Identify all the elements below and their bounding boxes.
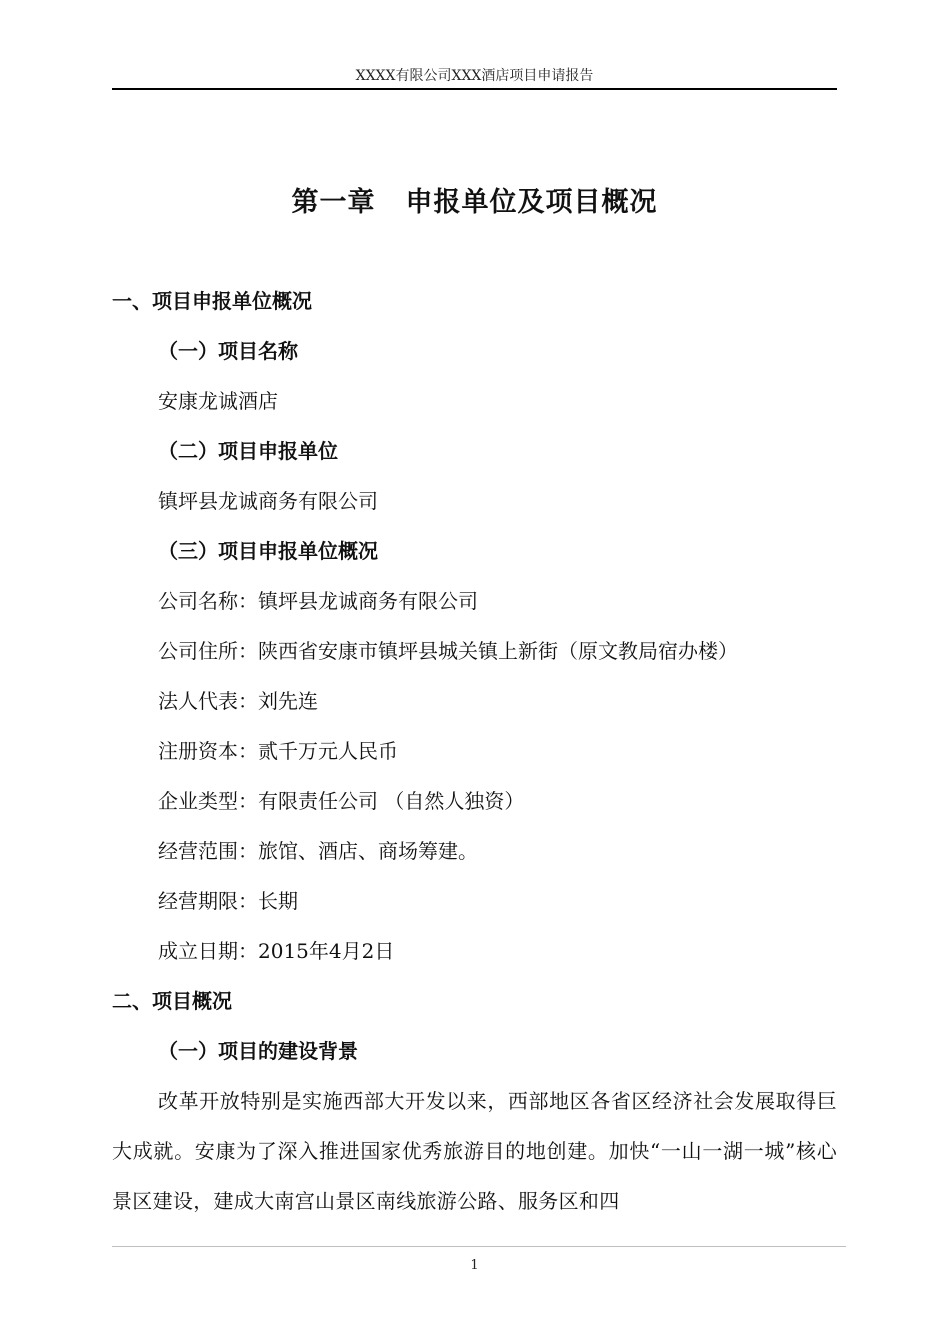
page-number: 1 bbox=[470, 1258, 479, 1273]
subsection-heading: （一）项目的建设背景 bbox=[158, 1039, 358, 1063]
running-header: XXXX有限公司XXX酒店项目申请报告 bbox=[355, 68, 594, 84]
body-text: 安康龙诚酒店 bbox=[158, 389, 278, 413]
subsection-heading: （一）项目名称 bbox=[158, 339, 298, 363]
header-divider bbox=[112, 88, 837, 90]
footer-divider bbox=[112, 1246, 846, 1247]
info-item: 经营期限：长期 bbox=[158, 889, 298, 913]
info-item: 公司名称：镇坪县龙诚商务有限公司 bbox=[158, 589, 478, 613]
info-item: 法人代表：刘先连 bbox=[158, 689, 318, 713]
section-heading: 一、项目申报单位概况 bbox=[112, 289, 312, 313]
subsection-heading: （三）项目申报单位概况 bbox=[158, 539, 378, 563]
info-item: 企业类型：有限责任公司 （自然人独资） bbox=[158, 789, 525, 813]
chapter-name: 申报单位及项目概况 bbox=[405, 187, 658, 218]
info-item: 成立日期：2015年4月2日 bbox=[158, 939, 395, 963]
info-item: 注册资本：贰千万元人民币 bbox=[158, 739, 398, 763]
chapter-number: 第一章 bbox=[291, 187, 376, 218]
body-text: 镇坪县龙诚商务有限公司 bbox=[158, 489, 378, 513]
section-heading: 二、项目概况 bbox=[112, 989, 232, 1013]
info-item: 经营范围：旅馆、酒店、商场筹建。 bbox=[158, 839, 478, 863]
chapter-title bbox=[112, 180, 837, 219]
document-body bbox=[112, 276, 837, 1226]
info-item: 公司住所：陕西省安康市镇坪县城关镇上新街（原文教局宿办楼） bbox=[158, 639, 738, 663]
body-paragraph: 改革开放特别是实施西部大开发以来，西部地区各省区经济社会发展取得巨大成就。安康为了深入推进国家优秀旅游目的地创建。加快“一山一湖一城”核心景区建设，建成大南宫山景区南线旅游公路、服务区和四 bbox=[112, 1089, 837, 1213]
subsection-heading: （二）项目申报单位 bbox=[158, 439, 338, 463]
